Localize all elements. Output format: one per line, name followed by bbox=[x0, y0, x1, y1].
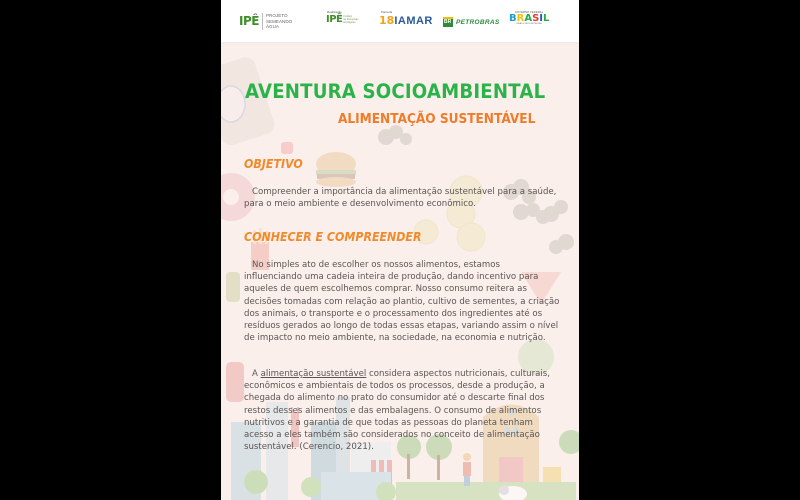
parceria-label: Parceria bbox=[381, 10, 393, 14]
ipe-logo-icon: IPÊ bbox=[239, 14, 259, 29]
realizacao-label: Realização bbox=[327, 10, 342, 14]
partner-logos-header bbox=[221, 0, 579, 42]
logo-governo-federal-brasil: GOVERNO FEDERAL B R A S I L UNIÃO E RECONSTRUÇÃO bbox=[509, 11, 550, 25]
logo-ipe-projeto-semeando-agua bbox=[239, 13, 292, 30]
logo-iamar bbox=[379, 14, 433, 27]
ipe-logo-icon: IPÊ bbox=[326, 14, 343, 25]
objetivo-paragraph: Compreender a importância da alimentação sustentável para a saúde, para o meio ambiente e desenvolvimento econômico. bbox=[244, 187, 557, 210]
iamar-wordmark: IAMAR bbox=[394, 14, 433, 27]
logo-petrobras bbox=[443, 17, 500, 27]
section-heading-objetivo: OBJETIVO bbox=[244, 157, 303, 171]
document-page bbox=[221, 0, 579, 500]
logo-caption: Instituto de Pesquisas Ecológicas bbox=[343, 15, 359, 24]
petrobras-wordmark: PETROBRAS bbox=[456, 18, 500, 26]
brasil-wordmark: B R A S I L bbox=[509, 13, 550, 24]
document-subtitle: ALIMENTAÇÃO SUSTENTÁVEL bbox=[338, 111, 536, 127]
logo-ipe-realizacao bbox=[326, 14, 358, 25]
logo-caption: PROJETO SEMEANDO ÁGUA bbox=[262, 13, 292, 30]
conhecer-paragraph-2: A alimentação sustentável considera aspectos nutricionais, culturais, econômicos e ambientais de todos os processos, desde a produção, a chegada do alimento no prato do consumidor até o descarte final dos restos desses alimentos e das embalagens. O consumo de alimentos nutritivos e a garantia de que todas as pessoas do planeta tenham acesso a eles também são considerados no conceito de alimentação sustentável. (Cerencio, 2021). bbox=[244, 369, 551, 453]
document-content bbox=[221, 0, 579, 500]
section-heading-conhecer-e-compreender: CONHECER E COMPREENDER bbox=[244, 230, 422, 244]
document-title: AVENTURA SOCIOAMBIENTAL bbox=[245, 80, 546, 103]
iamar-18-icon: 18 bbox=[379, 14, 395, 27]
alimentacao-sustentavel-link[interactable]: alimentação sustentável bbox=[260, 369, 367, 379]
petrobras-br-icon: BR bbox=[444, 19, 452, 25]
conhecer-paragraph-1: No simples ato de escolher os nossos alimentos, estamos influenciando uma cadeia inteira de produção, dando incentivo para aqueles de quem escolhemos comprar. Nosso consumo reitera as decisões tomadas com relação ao plantio, cultivo de sementes, a criação dos animais, o transporte e o processamento dos ingredientes até os resíduos gerados ao longo de todas essas etapas, variando assim o nível de impacto no meio ambiente, na sociedade, na economia e nutrição. bbox=[244, 260, 560, 344]
